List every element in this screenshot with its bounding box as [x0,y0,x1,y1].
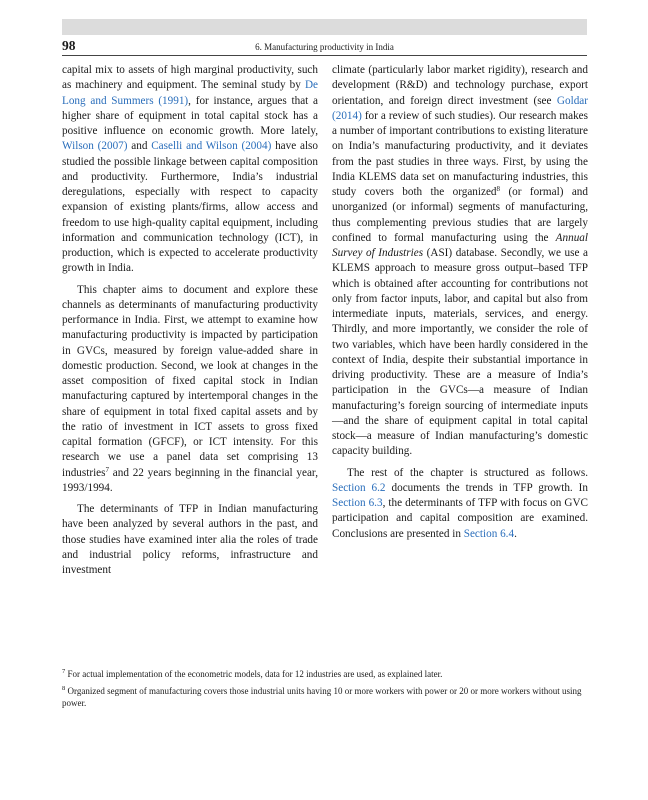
running-title: 6. Manufacturing productivity in India [255,42,394,52]
text: , the determinants of TFP with focus on GVC participation and capital composition are examined. Conclusions are presented in [332,497,588,540]
text: climate (particularly labor market rigidity), research and development (R&D) and technology purchase, export orientation, and foreign direct investment (see [332,64,588,107]
text: The determinants of TFP in Indian manufacturing have been analyzed by several authors in the past, and those studies have examined inter alia the roles of trade and industrial policy reforms, infrastructure and investment [62,503,318,576]
section-link[interactable]: Section 6.4 [463,527,515,540]
footnote [62,685,587,709]
paragraph [62,502,318,578]
citation-link[interactable]: Wilson (2007) [62,140,128,153]
top-gray-bar [62,19,587,35]
paragraph [62,63,318,277]
footnote-number: 7 [62,668,66,675]
header-rule [62,55,587,56]
citation-link[interactable]: De Long and Summers (1991) [62,79,318,107]
footnote-number: 8 [62,685,66,692]
paragraph [62,283,318,497]
left-column [62,63,318,578]
footnote-text: For actual implementation of the econometric models, data for 12 industries are used, as explained later. [65,669,443,679]
text: The rest of the chapter is structured as follows. [347,466,588,479]
text: documents the trends in TFP growth. In [385,481,589,494]
citation-link[interactable]: Goldar (2014) [332,94,588,122]
paragraph [332,466,588,542]
page-header [62,38,587,54]
page-number: 98 [62,38,76,53]
text: and 22 years beginning in the financial year, 1993/1994. [62,466,318,494]
section-link[interactable]: Section 6.2 [332,481,386,494]
footnote [62,668,587,680]
text: , for instance, argues that a higher share of equipment in total capital stock has a positive influence on economic growth. More lately, [62,94,319,137]
footnotes [62,668,587,714]
text: This chapter aims to document and explore these channels as determinants of manufacturing productivity performance in India. First, we attempt to examine how manufacturing productivity is impacted by participation in GVCs, measured by foreign value-added share in domestic production. Second, we look at changes in the asset composition of fixed capital stock in Indian manufacturing captured by intertemporal changes in the share of equipment in total fixed capital assets and by the ratio of investment in ICT assets to gross fixed capital formation (GFCF), or ICT intensity. For this research we use a panel data set comprising 13 industries [62,283,318,479]
footnote-text: Organized segment of manufacturing covers those industrial units having 10 or more workers with power or 20 or more workers without using power. [62,686,582,708]
right-column [332,63,588,542]
dataset-title: Annual Survey of Industries [332,231,588,259]
footnote-mark[interactable]: 7 [105,465,110,474]
section-link[interactable]: Section 6.3 [332,497,383,509]
citation-link[interactable]: Caselli and Wilson (2004) [151,140,272,153]
text: for a review of such studies). Our research makes a number of important contributions to existing literature on India’s manufacturing productivity, and it deviates from the past studies in three ways. First, by using the India KLEMS data set on manufacturing industries, this study covers both the organized [332,109,588,198]
text: and [127,140,152,153]
text: (ASI) database. Secondly, we use a KLEMS approach to measure gross output–based TFP which is obtained after accounting for contributions not only from factor inputs, labor, and capital but also from intermediate inputs, materials, services, and energy. Thirdly, and more importantly, we consider the role of two variables, which have been hardly considered in the context of India, despite their substantial importance in driving productivity. These are a measure of India’s participation in the GVCs—a measure of Indian manufacturing’s foreign sourcing of intermediate inputs—and the share of equipment capital in total capital stock—a measure of Indian manufacturing’s domestic capacity building. [332,247,588,458]
text: (or formal) and unorganized (or informal) segments of manufacturing, thus complementing previous studies that are largely confined to formal manufacturing using the [332,186,588,244]
text: capital mix to assets of high marginal productivity, such as machinery and equipment. The seminal study by [62,64,318,92]
text: . [514,527,517,540]
footnote-mark[interactable]: 8 [496,185,501,193]
paragraph [332,63,588,460]
text: have also studied the possible linkage between capital composition and productivity. Furthermore, India’s industrial deregulations, especially with respect to capacity expansion of existing plants/firms, allow access and freedom to use high-quality capital equipment, including information and communication technology (ICT), in production, which is expected to accelerate productivity growth in India. [62,140,319,275]
